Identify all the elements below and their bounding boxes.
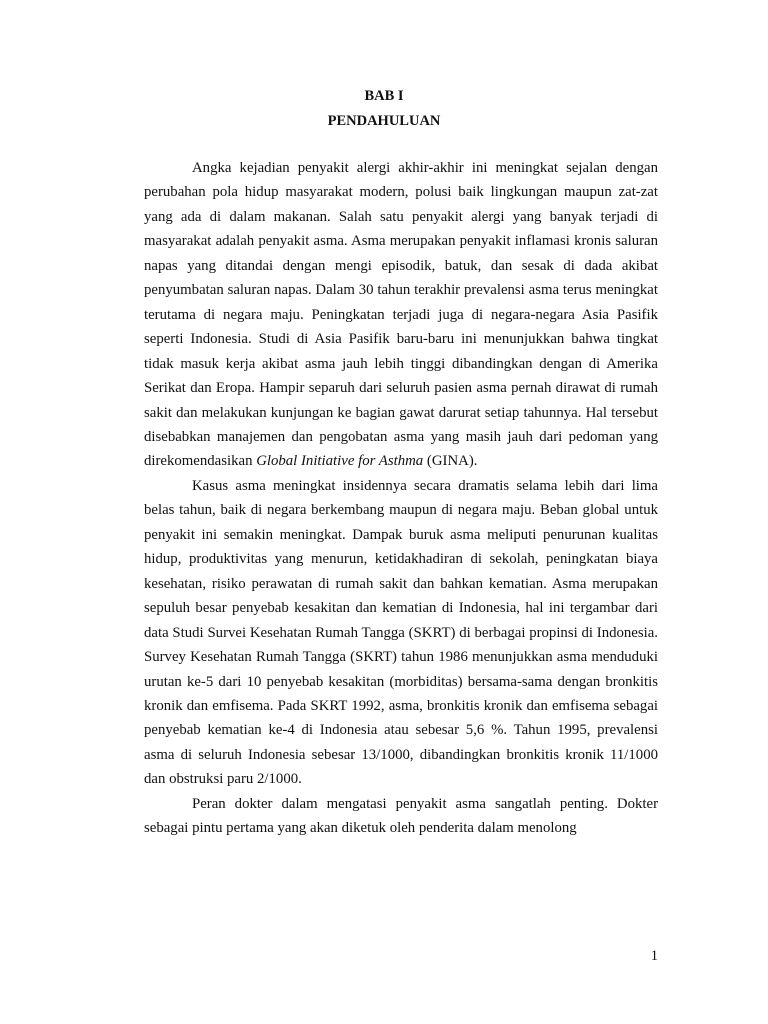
paragraph-1 bbox=[144, 156, 658, 474]
chapter-number: BAB I bbox=[364, 88, 404, 104]
chapter-title: PENDAHULUAN bbox=[327, 113, 441, 129]
paragraph-1-italic-term: Global Initiative for Asthma bbox=[256, 453, 424, 470]
paragraph-2-text: Kasus asma meningkat insidennya secara dramatis selama lebih dari lima belas tahun, baik di negara berkembang maupun di negara maju. Beban global untuk penyakit ini semakin meningkat. Dampak buruk asma meliputi penurunan kualitas hidup, produktivitas yang menurun, ketidakhadiran di sekolah, peningkatan biaya kesehatan, risiko perawatan di rumah sakit dan bahkan kematian. Asma merupakan sepuluh besar penyebab kesakitan dan kematian di Indonesia, hal ini tergambar dari data Studi Survei Kesehatan Rumah Tangga (SKRT) di berbagai propinsi di Indonesia. Survey Kesehatan Rumah Tangga (SKRT) tahun 1986 menunjukkan asma menduduki urutan ke-5 dari 10 penyebab kesakitan (morbiditas) bersama-sama dengan bronkitis kronik dan emfisema. Pada SKRT 1992, asma, bronkitis kronik dan emfisema sebagai penyebab kematian ke-4 di Indonesia atau sebesar 5,6 %. Tahun 1995, prevalensi asma di seluruh Indonesia sebesar 13/1000, dibandingkan bronkitis kronik 11/1000 dan obstruksi paru 2/1000. bbox=[144, 477, 658, 788]
paragraph-1-text-end: (GINA). bbox=[423, 453, 478, 470]
paragraph-1-text: Angka kejadian penyakit alergi akhir-akhir ini meningkat sejalan dengan perubahan pola hidup masyarakat modern, polusi baik lingkungan maupun zat-zat yang ada di dalam makanan. Salah satu penyakit alergi yang banyak terjadi di masyarakat adalah penyakit asma. Asma merupakan penyakit inflamasi kronis saluran napas yang ditandai dengan mengi episodik, batuk, dan sesak di dada akibat penyumbatan saluran napas. Dalam 30 tahun terakhir prevalensi asma terus meningkat terutama di negara maju. Peningkatan terjadi juga di negara-negara Asia Pasifik seperti Indonesia. Studi di Asia Pasifik baru-baru ini menunjukkan bahwa tingkat tidak masuk kerja akibat asma jauh lebih tinggi dibandingkan dengan di Amerika Serikat dan Eropa. Hampir separuh dari seluruh pasien asma pernah dirawat di rumah sakit dan melakukan kunjungan ke bagian gawat darurat setiap tahunnya. Hal tersebut disebabkan manajemen dan pengobatan asma yang masih jauh dari pedoman yang direkomendasikan bbox=[144, 160, 658, 470]
body-text bbox=[144, 156, 658, 841]
paragraph-3-text: Peran dokter dalam mengatasi penyakit asma sangatlah penting. Dokter sebagai pintu pertama yang akan diketuk oleh penderita dalam menolong bbox=[144, 795, 658, 837]
page-number: 1 bbox=[650, 948, 658, 964]
paragraph-2 bbox=[144, 474, 658, 792]
paragraph-3 bbox=[144, 792, 658, 841]
